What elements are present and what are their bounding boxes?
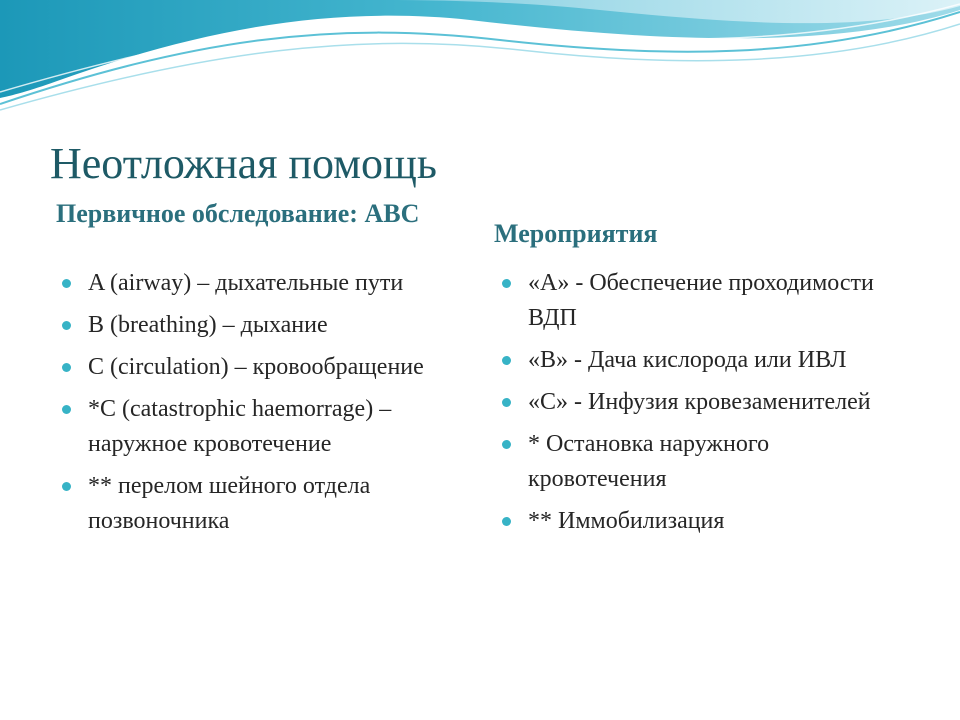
right-list-item: [496, 266, 896, 336]
bullet-dot-icon: [62, 321, 71, 330]
left-list-item-text: ** перелом шейного отдела позвоночника: [88, 473, 371, 534]
right-list-item-text: «А» - Обеспечение проходимости ВДП: [528, 270, 874, 331]
right-column-list: [496, 266, 896, 546]
left-list-item: [56, 392, 466, 462]
bullet-dot-icon: [62, 482, 71, 491]
left-column-list: [56, 266, 466, 546]
right-list-item-text: * Остановка наружного кровотечения: [528, 431, 770, 492]
left-list-item: [56, 350, 466, 385]
bullet-dot-icon: [502, 517, 511, 526]
bullet-dot-icon: [502, 279, 511, 288]
left-column-heading: Первичное обследование: ABC: [56, 199, 420, 228]
right-list-item: [496, 427, 896, 497]
left-list-item-text: B (breathing) – дыхание: [88, 312, 328, 338]
right-list-item-text: ** Иммобилизация: [528, 508, 725, 534]
left-list-item-text: C (circulation) – кровообращение: [88, 354, 424, 380]
right-list-item-text: «В» - Дача кислорода или ИВЛ: [528, 347, 847, 373]
right-list-item-text: «С» - Инфузия кровезаменителей: [528, 389, 871, 415]
right-list-item: [496, 504, 896, 539]
wave-header-decoration: [0, 0, 960, 120]
bullet-dot-icon: [62, 279, 71, 288]
left-list-item: [56, 469, 466, 539]
left-list-item-text: A (airway) – дыхательные пути: [88, 270, 404, 296]
right-list-item: [496, 343, 896, 378]
bullet-dot-icon: [502, 356, 511, 365]
bullet-dot-icon: [502, 440, 511, 449]
bullet-dot-icon: [62, 363, 71, 372]
left-list-item: [56, 308, 466, 343]
bullet-dot-icon: [502, 398, 511, 407]
slide-title: Неотложная помощь: [50, 139, 437, 188]
left-list-item-text: *C (catastrophic haemorrage) – наружное кровотечение: [88, 396, 392, 457]
right-column-heading: Мероприятия: [494, 219, 658, 248]
right-list-item: [496, 385, 896, 420]
left-list-item: [56, 266, 466, 301]
bullet-dot-icon: [62, 405, 71, 414]
